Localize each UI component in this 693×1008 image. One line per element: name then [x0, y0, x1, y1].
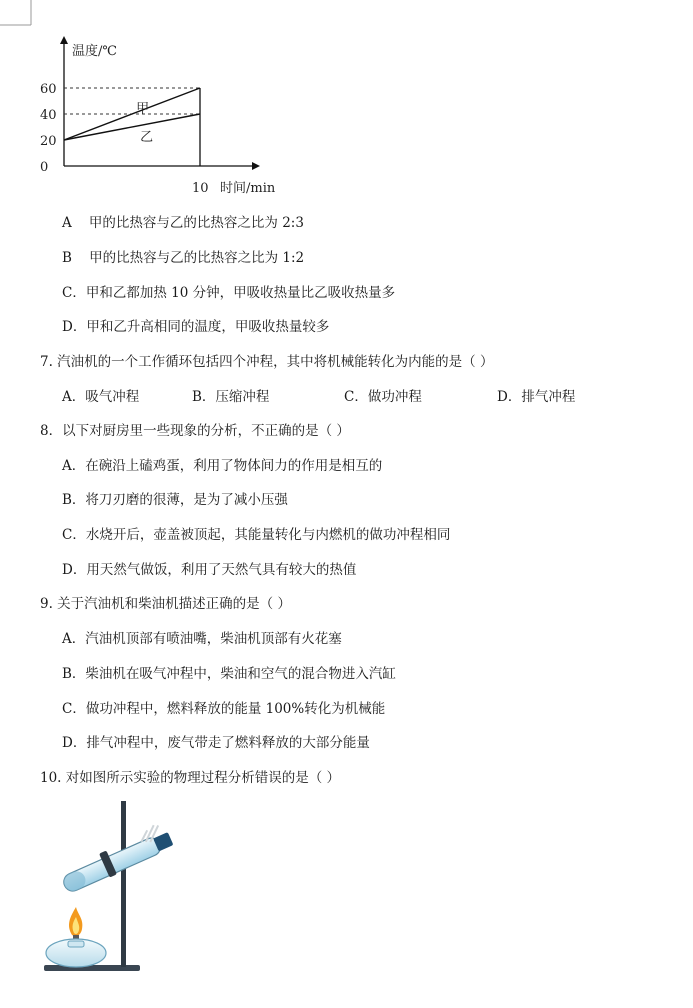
q7-option-a: A．吸气冲程 — [62, 389, 140, 405]
option-letter: D． — [62, 319, 87, 335]
option-text: 甲和乙都加热 10 分钟，甲吸收热量比乙吸收热量多 — [85, 285, 396, 301]
series-label-jia: 甲 — [136, 101, 150, 117]
lamp-neck — [68, 941, 84, 947]
x-tick-label: 10 — [192, 181, 209, 196]
q10-stem: 10. 对如图所示实验的物理过程分析错误的是（ ） — [40, 770, 341, 786]
q9-stem: 9. 关于汽油机和柴油机描述正确的是（ ） — [40, 596, 291, 612]
q6-option-c — [62, 283, 395, 303]
q9-option-a: A．汽油机顶部有喷油嘴，柴油机顶部有火花塞 — [62, 631, 342, 647]
option-letter: C． — [62, 285, 86, 301]
q6-option-b — [62, 248, 304, 268]
q8-stem: 8．以下对厨房里一些现象的分析，不正确的是（ ） — [40, 423, 350, 439]
q9-option-d: D．排气冲程中，废气带走了燃料释放的大部分能量 — [62, 735, 370, 751]
option-text: 甲的比热容与乙的比热容之比为 2:3 — [88, 215, 304, 231]
q7-option-b: B．压缩冲程 — [192, 389, 270, 405]
y-tick-label: 60 — [40, 82, 57, 97]
q7-option-c: C．做功冲程 — [344, 389, 422, 405]
q6-option-a — [62, 213, 304, 233]
q7-stem: 7. 汽油机的一个工作循环包括四个冲程，其中将机械能转化为内能的是（ ） — [40, 354, 494, 370]
stand-rod — [121, 801, 126, 967]
q6-option-d — [62, 317, 329, 337]
series-line-yi — [64, 114, 200, 140]
option-letter: B — [62, 250, 72, 266]
y-axis-arrow — [60, 36, 68, 44]
x-axis-label: 时间/min — [220, 181, 276, 196]
y-tick-label: 0 — [40, 160, 49, 175]
q9-option-c: C．做功冲程中，燃料释放的能量 100%转化为机械能 — [62, 701, 386, 717]
q7-option-d: D．排气冲程 — [497, 389, 576, 405]
y-axis-label: 温度/℃ — [72, 44, 117, 59]
option-text: 甲的比热容与乙的比热容之比为 1:2 — [89, 250, 305, 266]
experiment-apparatus-illustration — [38, 795, 188, 980]
x-axis-arrow — [252, 162, 260, 170]
page-corner-mark — [0, 0, 32, 26]
q9-option-b: B．柴油机在吸气冲程中，柴油和空气的混合物进入汽缸 — [62, 666, 396, 682]
temperature-time-chart — [30, 28, 300, 203]
series-label-yi: 乙 — [140, 130, 154, 145]
y-tick-label: 20 — [40, 134, 57, 149]
q8-option-b: B．将刀刃磨的很薄，是为了减小压强 — [62, 492, 288, 508]
q8-option-d: D．用天然气做饭，利用了天然气具有较大的热值 — [62, 562, 357, 578]
option-text: 甲和乙升高相同的温度，甲吸收热量较多 — [86, 319, 330, 335]
y-tick-label: 40 — [40, 108, 57, 123]
q8-option-a: A．在碗沿上磕鸡蛋，利用了物体间力的作用是相互的 — [62, 458, 383, 474]
option-letter: A — [62, 215, 72, 231]
q8-option-c: C．水烧开后，壶盖被顶起，其能量转化与内燃机的做功冲程相同 — [62, 527, 451, 543]
